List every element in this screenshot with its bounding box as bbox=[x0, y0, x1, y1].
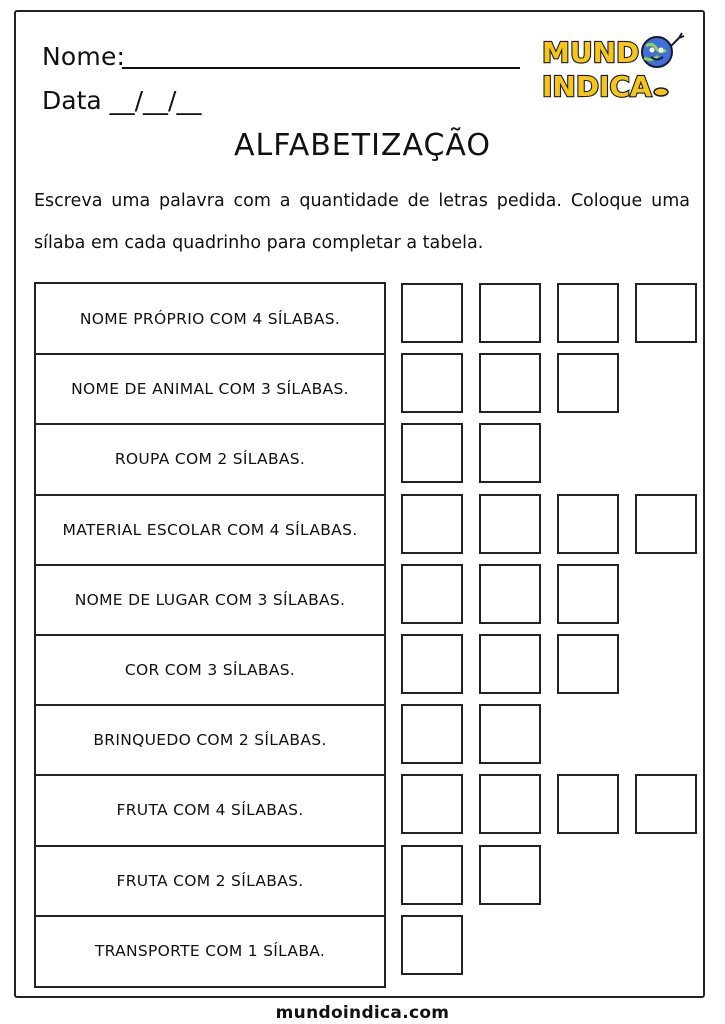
name-label: Nome: bbox=[42, 42, 126, 71]
logo-word-indica: INDICA bbox=[542, 70, 652, 102]
syllable-box[interactable] bbox=[635, 774, 697, 834]
task-row-label: NOME PRÓPRIO COM 4 SÍLABAS. bbox=[79, 310, 341, 329]
syllable-box[interactable] bbox=[401, 494, 463, 554]
syllable-box[interactable] bbox=[401, 283, 463, 343]
syllable-box[interactable] bbox=[479, 845, 541, 905]
syllable-box[interactable] bbox=[557, 353, 619, 413]
syllable-box[interactable] bbox=[479, 494, 541, 554]
syllable-box[interactable] bbox=[479, 283, 541, 343]
syllable-box[interactable] bbox=[557, 564, 619, 624]
syllable-box[interactable] bbox=[401, 423, 463, 483]
task-row-label: FRUTA COM 2 SÍLABAS. bbox=[36, 845, 384, 915]
syllable-box[interactable] bbox=[401, 564, 463, 624]
page-title: ALFABETIZAÇÃO bbox=[233, 128, 492, 163]
syllable-box[interactable] bbox=[557, 494, 619, 554]
syllable-box[interactable] bbox=[401, 704, 463, 764]
syllable-box[interactable] bbox=[557, 283, 619, 343]
task-row-label: NOME DE ANIMAL COM 3 SÍLABAS. bbox=[36, 353, 384, 423]
syllable-box[interactable] bbox=[479, 423, 541, 483]
task-row-label: NOME DE LUGAR COM 3 SÍLABAS. bbox=[36, 564, 384, 634]
syllable-box[interactable] bbox=[557, 774, 619, 834]
syllable-box[interactable] bbox=[401, 915, 463, 975]
task-row-label: ROUPA COM 2 SÍLABAS. bbox=[36, 423, 384, 493]
syllable-box[interactable] bbox=[401, 774, 463, 834]
task-row-label: TRANSPORTE COM 1 SÍLABA. bbox=[36, 915, 384, 985]
task-table bbox=[34, 282, 386, 988]
syllable-box[interactable] bbox=[479, 774, 541, 834]
mundo-indica-logo bbox=[538, 32, 696, 102]
instructions-text: Escreva uma palavra com a quantidade de letras pedida. Coloque uma sílaba em cada quadrinho para completar a tabela. bbox=[34, 191, 690, 253]
name-field-line[interactable] bbox=[122, 67, 520, 69]
date-label: Data __/__/__ bbox=[42, 86, 202, 115]
syllable-box[interactable] bbox=[479, 564, 541, 624]
task-row-label: BRINQUEDO COM 2 SÍLABAS. bbox=[36, 704, 384, 774]
syllable-box[interactable] bbox=[635, 283, 697, 343]
syllable-box[interactable] bbox=[401, 353, 463, 413]
syllable-box[interactable] bbox=[635, 494, 697, 554]
globe-mascot-icon bbox=[642, 37, 672, 67]
logo-word-mundo: MUND bbox=[542, 36, 640, 69]
task-row-label: MATERIAL ESCOLAR COM 4 SÍLABAS. bbox=[36, 494, 384, 564]
syllable-box[interactable] bbox=[479, 634, 541, 694]
syllable-box[interactable] bbox=[557, 634, 619, 694]
footer-site: mundoindica.com bbox=[275, 1003, 450, 1023]
task-row-label: FRUTA COM 4 SÍLABAS. bbox=[36, 774, 384, 844]
syllable-box[interactable] bbox=[401, 845, 463, 905]
syllable-box[interactable] bbox=[479, 704, 541, 764]
task-row-label: COR COM 3 SÍLABAS. bbox=[36, 634, 384, 704]
syllable-box[interactable] bbox=[479, 353, 541, 413]
syllable-box[interactable] bbox=[401, 634, 463, 694]
